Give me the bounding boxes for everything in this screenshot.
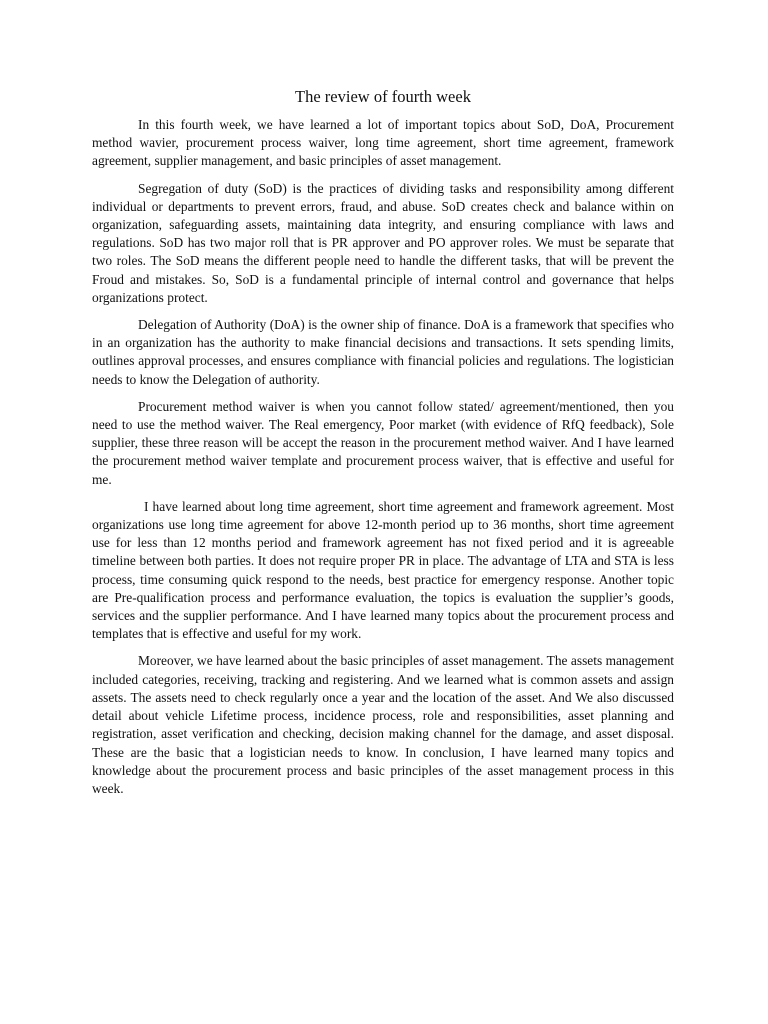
paragraph-introduction: In this fourth week, we have learned a lot of important topics about SoD, DoA, Procurement method wavier, procurement process waiver, long time agreement, short time agreement, framework agreement, supplier management, and basic principles of asset management.	[92, 117, 674, 169]
document-page	[92, 86, 674, 807]
paragraph-asset-management: Moreover, we have learned about the basic principles of asset management. The assets management included categories, receiving, tracking and registering. And we learned what is common assets and assign assets. The assets need to check regularly once a year and the location of the asset. And We also discussed detail about vehicle Lifetime process, incidence process, role and responsibilities, asset planning and registration, asset verification and checking, decision making channel for the damage, and asset disposal. These are the basic that a logistician needs to know. In conclusion, I have learned many topics and knowledge about the procurement process and basic principles of the asset management process in this week.	[92, 653, 674, 796]
paragraph-delegation-of-authority: Delegation of Authority (DoA) is the owner ship of finance. DoA is a framework that specifies who in an organization has the authority to make financial decisions and transactions. It sets spending limits, outlines approval processes, and ensures compliance with financial policies and regulations. The logistician needs to know the Delegation of authority.	[92, 317, 674, 387]
paragraph-segregation-of-duty: Segregation of duty (SoD) is the practices of dividing tasks and responsibility among different individual or departments to prevent errors, fraud, and abuse. SoD creates check and balance within on organization, safeguarding assets, maintaining data integrity, and ensuring compliance with laws and regulations. SoD has two major roll that is PR approver and PO approver roles. We must be separate that two roles. The SoD means the different people need to handle the different tasks, that will be prevent the Froud and mistakes. So, SoD is a fundamental principle of internal control and governance that helps organizations protect.	[92, 180, 674, 305]
paragraph-procurement-method-waiver: Procurement method waiver is when you cannot follow stated/ agreement/mentioned, then you need to use the method waiver. The Real emergency, Poor market (with evidence of RfQ feedback), Sole supplier, these three reason will be accept the reason in the procurement method waiver. And I have learned the procurement method waiver template and procurement process waiver, that is effective and useful for me.	[92, 398, 674, 487]
paragraph-agreements: I have learned about long time agreement, short time agreement and framework agreement. Most organizations use long time agreement for above 12-month period up to 36 months, short time agreement use for less than 12 months period and framework agreement has not fixed period and it is agreeable timeline between both parties. It does not require proper PR in place. The advantage of LTA and STA is less process, time consuming quick respond to the needs, best practice for emergency response. Another topic are Pre-qualification process and performance evaluation, the topics is evaluation the supplier’s goods, services and the supplier performance. And I have learned many topics about the procurement process and templates that is effective and useful for my work.	[92, 498, 674, 642]
document-title: The review of fourth week	[295, 87, 471, 106]
